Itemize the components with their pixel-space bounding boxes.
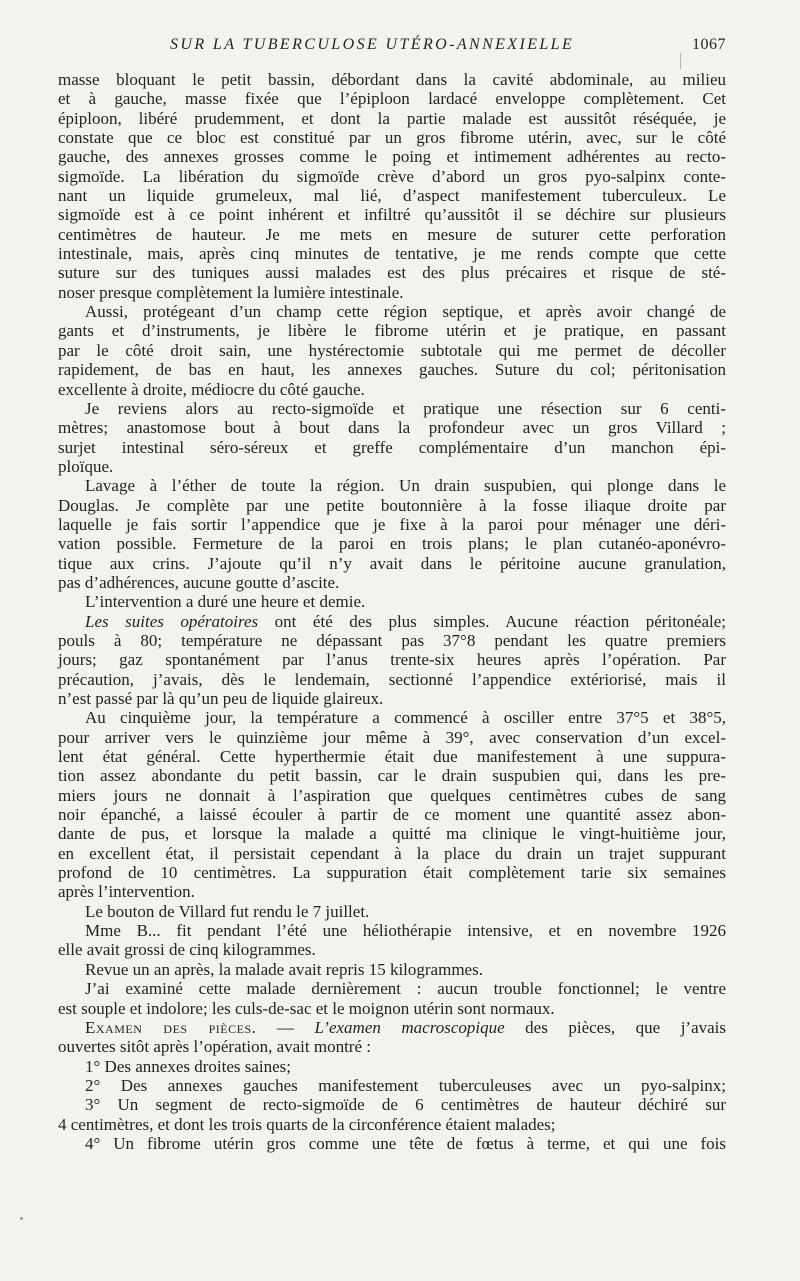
text-line: rapidement, de bas en haut, les annexes gauches. Suture du col; péritonisation bbox=[58, 360, 726, 380]
text-line: n’est passé par là qu’un peu de liquide glaireux. bbox=[58, 689, 384, 708]
text-line: Mme B... fit pendant l’été une héliothérapie intensive, et en novembre 1926 bbox=[85, 921, 726, 941]
scan-mark bbox=[680, 53, 681, 69]
text-line: profond de 10 centimètres. La suppuration était complètement tarie six semaines bbox=[58, 863, 726, 883]
text-line: jours; gaz spontanément par l’anus trente-six heures après l’opération. Par bbox=[58, 650, 726, 670]
text-line: elle avait grossi de cinq kilogrammes. bbox=[58, 940, 316, 960]
text-line: noser presque complètement la lumière intestinale. bbox=[58, 282, 404, 302]
text-line: excellente à droite, médiocre du côté gauche. bbox=[58, 379, 365, 399]
text-line: sigmoïde. La libération du sigmoïde crève d’abord un gros pyo-salpinx conte- bbox=[58, 166, 726, 186]
text-line: ouvertes sitôt après l’opération, avait montré : bbox=[58, 1037, 371, 1057]
text-line: tique aux crins. J’ajoute qu’il n’y avait dans le péritoine aucune granulation, bbox=[58, 553, 726, 573]
text-line: Je reviens alors au recto-sigmoïde et pratique une résection sur 6 centi- bbox=[85, 398, 726, 418]
text-line: sigmoïde est à ce point inhérent et infiltré qu’aussitôt il se déchire sur plusieurs bbox=[58, 205, 726, 225]
text-line: mètres; anastomose bout à bout dans la profondeur avec un gros Villard ; bbox=[58, 418, 726, 438]
text-line: gauche, des annexes grosses comme le poing et intimement adhérentes au recto- bbox=[58, 147, 726, 167]
italic-run: Les suites opératoires bbox=[85, 611, 259, 631]
text-line: 1° Des annexes droites saines; bbox=[85, 1056, 292, 1076]
text-line: constate que ce bloc est constitué par un gros fibrome utérin, avec, sur le côté bbox=[58, 128, 726, 148]
text-line: dante de pus, et lorsque la malade a quitté ma clinique le vingt-huitième jour, bbox=[58, 824, 726, 844]
text-line: est souple et indolore; les culs-de-sac et le moignon utérin sont normaux. bbox=[58, 998, 555, 1018]
text-line: par le côté droit sain, une hystérectomie subtotale qui me permet de décoller bbox=[58, 340, 726, 360]
body-text bbox=[58, 70, 726, 1153]
scan-dot bbox=[20, 1217, 23, 1220]
text-line: tion assez abondante du petit bassin, car le drain suspubien qui, dans les pre- bbox=[58, 766, 726, 786]
italic-run: L’examen macroscopique bbox=[314, 1017, 505, 1037]
text-line: pour arriver vers le quinzième jour même à 39°, avec conservation d’un excel- bbox=[58, 727, 726, 747]
text-line: surjet intestinal séro-séreux et greffe complémentaire d’un manchon épi- bbox=[58, 437, 726, 457]
running-head bbox=[58, 36, 726, 60]
text-line: Au cinquième jour, la température a commencé à osciller entre 37°5 et 38°5, bbox=[85, 708, 726, 728]
text-line: pas d’adhérences, aucune goutte d’ascite. bbox=[58, 572, 340, 592]
text-line: ploïque. bbox=[58, 456, 114, 476]
text-line: L’intervention a duré une heure et demie. bbox=[85, 592, 366, 612]
text-line: 4° Un fibrome utérin gros comme une tête de fœtus à terme, et qui une fois bbox=[85, 1133, 726, 1153]
text-line: 3° Un segment de recto-sigmoïde de 6 centimètres de hauteur déchiré sur bbox=[85, 1095, 726, 1115]
text-line: Examen des pièces. — L’examen macroscopique des pièces, que j’avais bbox=[85, 1017, 727, 1037]
running-title: SUR LA TUBERCULOSE UTÉRO-ANNEXIELLE bbox=[170, 36, 575, 53]
text-line: Les suites opératoires ont été des plus simples. Aucune réaction péritonéale; bbox=[85, 611, 726, 631]
text-line: centimètres de hauteur. Je me mets en mesure de suturer cette perforation bbox=[58, 224, 726, 244]
text-line: laquelle je fais sortir l’appendice que je fixe à la paroi pour ménager une déri- bbox=[58, 514, 726, 534]
page-number: 1067 bbox=[692, 36, 726, 53]
text-line: en excellent état, il persistait cependant à la place du drain un trajet suppurant bbox=[58, 843, 726, 863]
text-line: nant un liquide grumeleux, mal lié, d’aspect manifestement tuberculeux. Le bbox=[58, 186, 726, 206]
text-line: lent état général. Cette hyperthermie était due manifestement à une suppura- bbox=[58, 747, 726, 767]
text-line: noir épanché, a laissé écouler à partir de ce moment une quantité assez abon- bbox=[58, 805, 726, 825]
text-line: Lavage à l’éther de toute la région. Un drain suspubien, qui plonge dans le bbox=[85, 476, 726, 496]
text-line: Aussi, protégeant d’un champ cette région septique, et après avoir changé de bbox=[85, 302, 726, 322]
text-line: pouls à 80; température ne dépassant pas 37°8 pendant les quatre premiers bbox=[58, 630, 726, 650]
text-line: Le bouton de Villard fut rendu le 7 juillet. bbox=[85, 901, 370, 921]
text-line: vation possible. Fermeture de la paroi en trois plans; le plan cutanéo-aponévro- bbox=[58, 534, 726, 554]
text-line: suture sur des tuniques aussi malades est des plus précaires et risque de sté- bbox=[58, 263, 726, 283]
text-line: et à gauche, masse fixée que l’épiploon lardacé enveloppe complètement. Cet bbox=[58, 89, 726, 109]
text-line: 4 centimètres, et dont les trois quarts de la circonférence étaient malades; bbox=[58, 1114, 556, 1134]
text-line: masse bloquant le petit bassin, débordant dans la cavité abdominale, au milieu bbox=[58, 70, 726, 89]
text-line: miers jours ne donnait à l’aspiration que quelques centimètres cubes de sang bbox=[58, 785, 726, 805]
text-line: après l’intervention. bbox=[58, 882, 195, 902]
section-label: Examen des pièces. bbox=[85, 1017, 257, 1037]
text-line: Douglas. Je complète par une petite boutonnière à la fosse iliaque droite par bbox=[58, 495, 726, 515]
text-line: gants et d’instruments, je libère le fibrome utérin et je pratique, en passant bbox=[58, 321, 726, 341]
text-line: intestinale, mais, après cinq minutes de tentative, je me rends compte que cette bbox=[58, 244, 726, 264]
text-line: épiploon, libéré prudemment, et dont la partie malade est aussitôt réséquée, je bbox=[58, 108, 726, 128]
text-line: J’ai examiné cette malade dernièrement : aucun trouble fonctionnel; le ventre bbox=[85, 979, 726, 999]
text-line: 2° Des annexes gauches manifestement tuberculeuses avec un pyo-salpinx; bbox=[85, 1075, 726, 1095]
text-line: Revue un an après, la malade avait repris 15 kilogrammes. bbox=[85, 959, 483, 979]
text-line: précaution, j’avais, dès le lendemain, sectionné l’appendice extériorisé, mais il bbox=[58, 669, 726, 689]
